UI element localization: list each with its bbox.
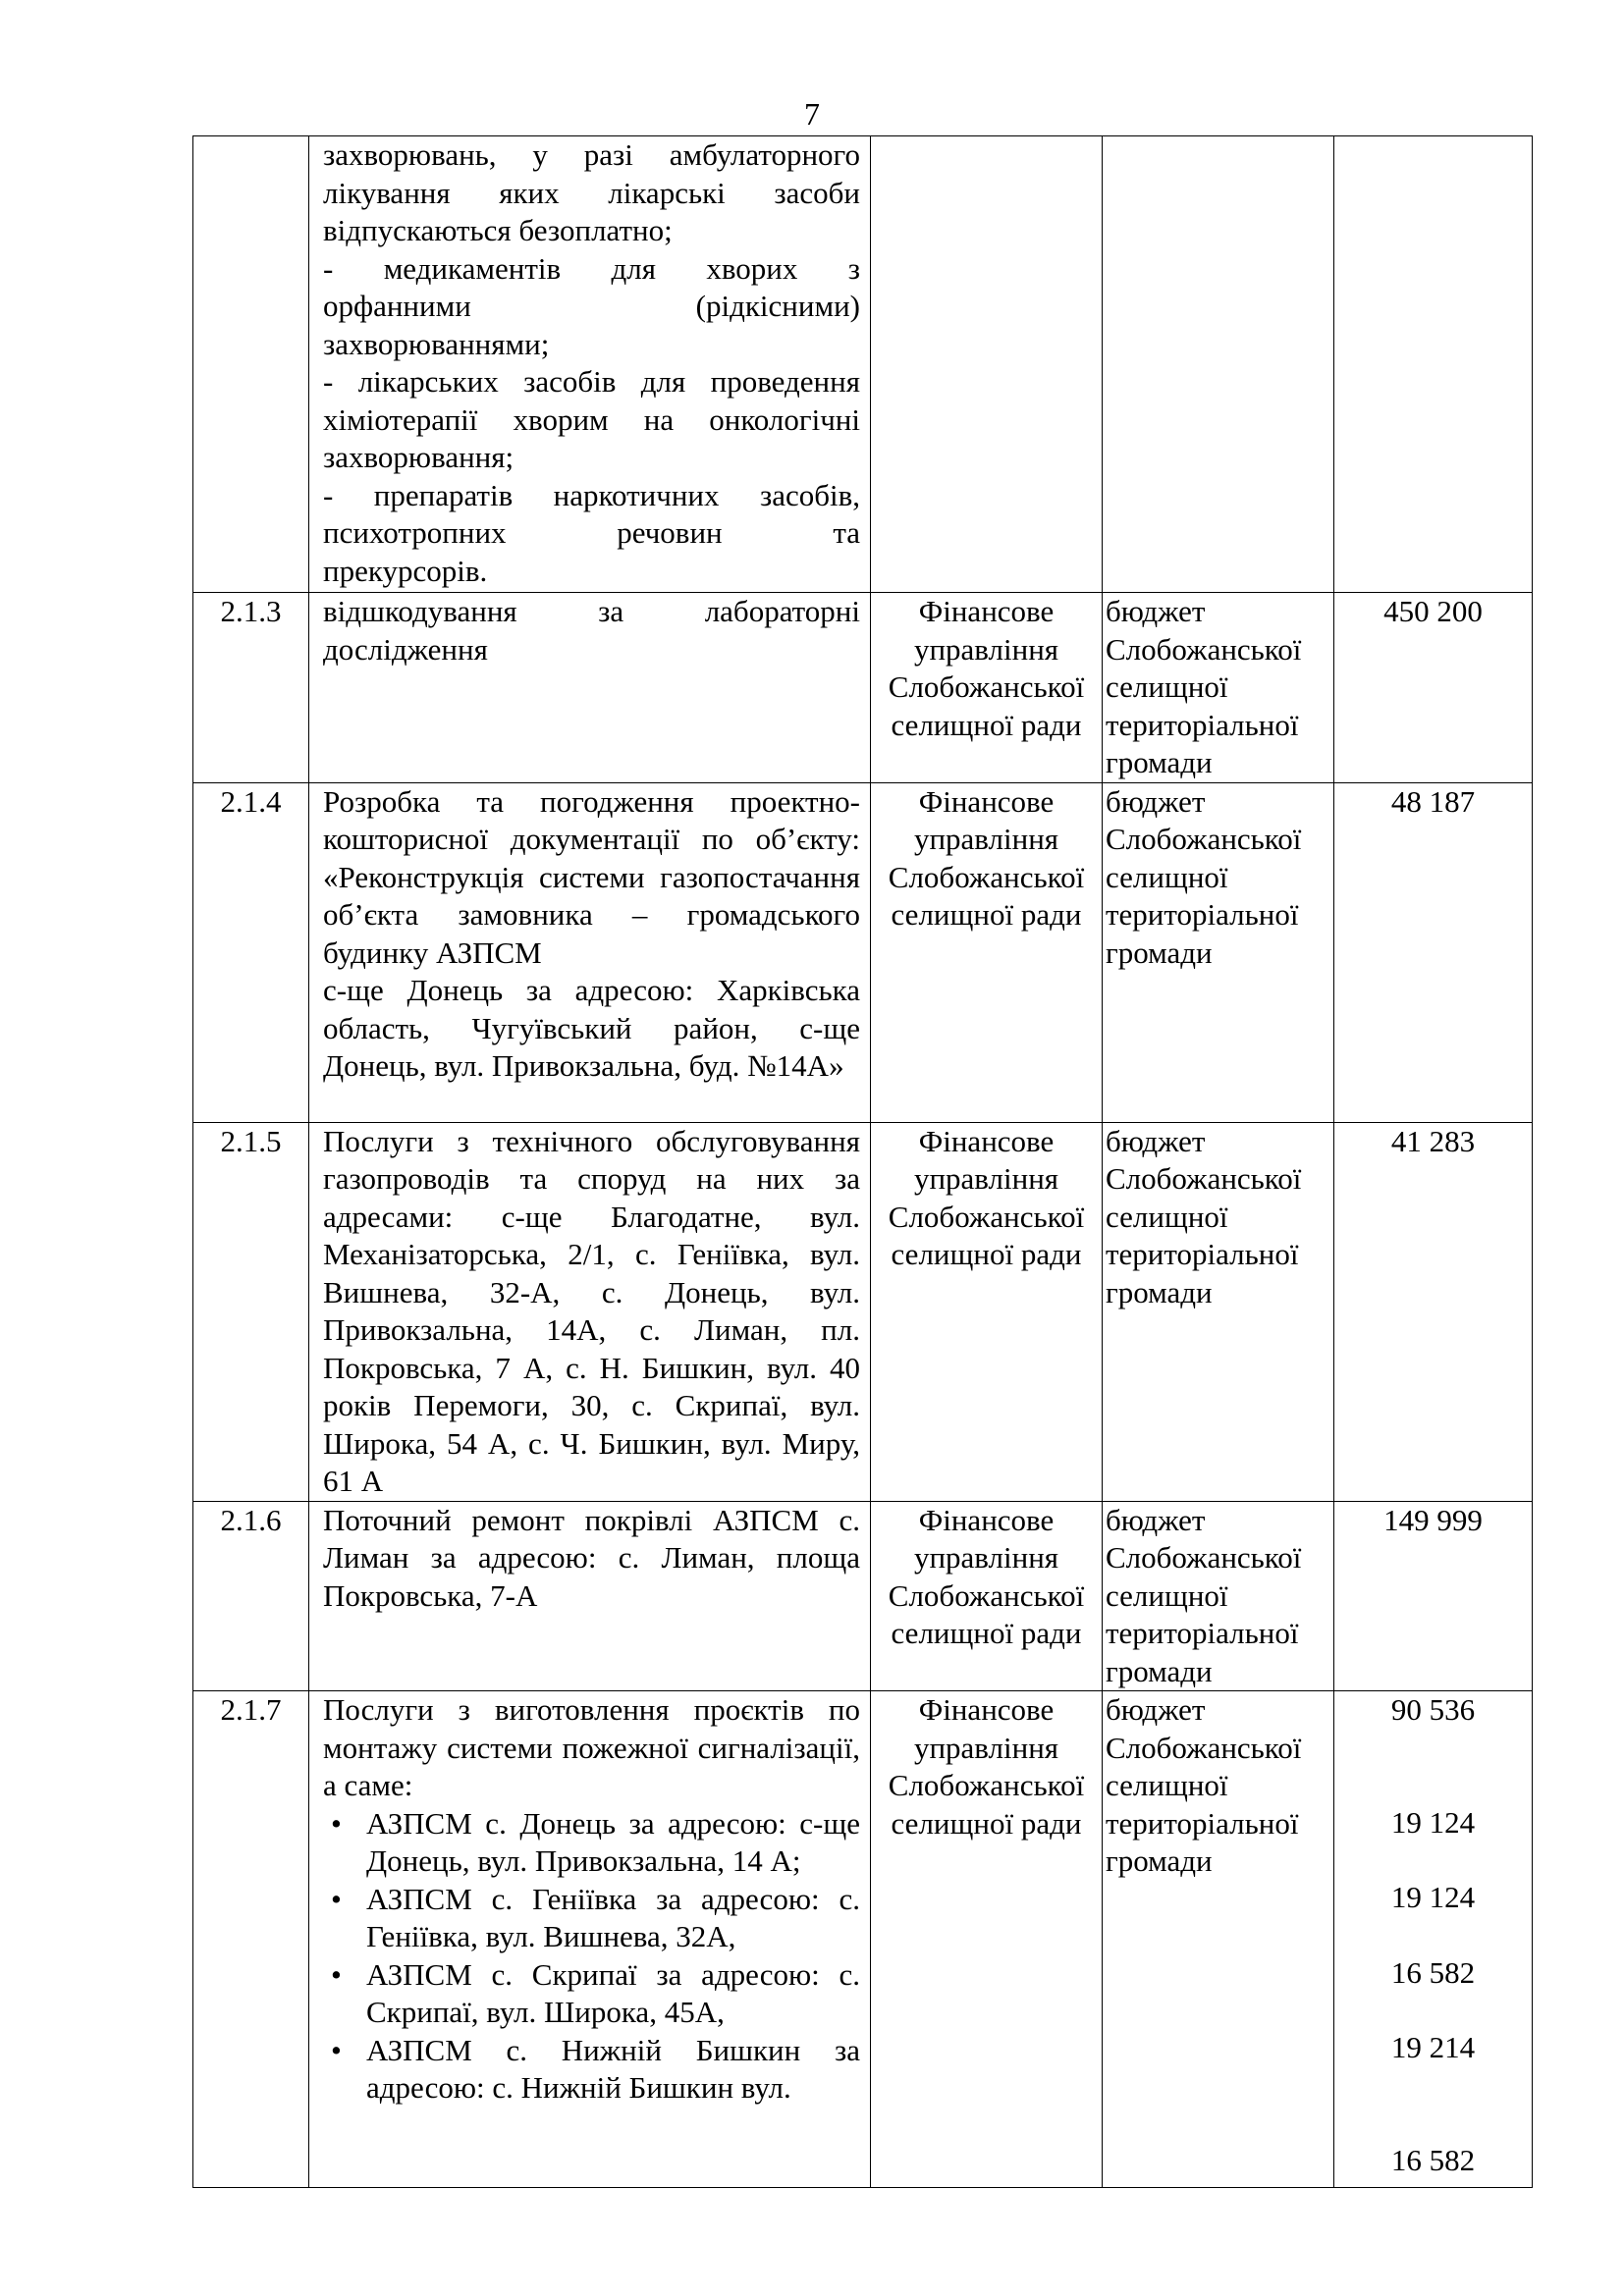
row-number-cell [193, 136, 309, 593]
funding-source [1103, 593, 1334, 783]
source-line: Слобожанської [1106, 1161, 1302, 1196]
source-line: селищної [1106, 1577, 1228, 1613]
source-line: територіальної [1106, 707, 1299, 742]
measures-table [192, 135, 1533, 2188]
source-line: селищної [1106, 1768, 1228, 1802]
funding-source [1103, 1691, 1334, 2188]
source-line: громади [1106, 1274, 1213, 1309]
text-line: захворюваннями; [323, 326, 550, 361]
sub-amount: 19 124 [1390, 1880, 1476, 1914]
sub-amount: 19 124 [1390, 1804, 1476, 1840]
responsible-line: Фінансове [918, 1692, 1055, 1727]
text-line: орфанними (рідкісними) [323, 289, 860, 323]
source-line: Слобожанської [1106, 1730, 1302, 1765]
source-line: громади [1106, 1843, 1213, 1878]
amount: 149 999 [1334, 1501, 1533, 1691]
table-row [193, 1501, 1533, 1691]
sub-amount: 16 582 [1390, 2142, 1476, 2177]
responsible-line: Слобожанської [888, 669, 1085, 704]
list-item [331, 1956, 860, 2032]
list-item-text: АЗПСМ с. Геніївка за адресою: с. Геніївка, вул. Вишнева, 32А, [366, 1881, 860, 1953]
responsible-line: управління [913, 1540, 1059, 1575]
responsible-line: Фінансове [918, 1123, 1055, 1158]
row-number: 2.1.5 [193, 1122, 309, 1501]
responsible-executor [871, 1691, 1103, 2188]
responsible-line: Слобожанської [888, 1768, 1085, 1802]
source-line: громади [1106, 934, 1213, 970]
list-item-text: АЗПСМ с. Донець за адресою: с-ще Донець, вул. Привокзальна, 14 А; [366, 1805, 860, 1878]
responsible-line: управління [913, 1730, 1059, 1765]
sub-amount: 19 214 [1390, 2030, 1476, 2064]
bullet-icon: • [331, 1881, 342, 1916]
measure-description [309, 1501, 871, 1691]
source-line: громади [1106, 1653, 1213, 1688]
row-number: 2.1.6 [193, 1501, 309, 1691]
responsible-line: селищної ради [891, 897, 1082, 932]
list-item [331, 1805, 860, 1881]
responsible-line: селищної ради [891, 707, 1082, 742]
bullet-icon: • [331, 1956, 342, 1992]
amount-column [1334, 1691, 1533, 2188]
source-line: Слобожанської [1106, 631, 1302, 667]
amount: 48 187 [1334, 782, 1533, 1122]
amount: 450 200 [1334, 593, 1533, 783]
source-line: бюджет [1106, 1123, 1206, 1158]
measure-description [309, 136, 871, 593]
text-line: захворювання; [323, 440, 514, 474]
responsible-line: Фінансове [918, 594, 1055, 628]
responsible-executor [871, 1501, 1103, 1691]
funding-source-cell [1103, 136, 1334, 593]
responsible-line: селищної ради [891, 1805, 1082, 1841]
row-number: 2.1.3 [193, 593, 309, 783]
sub-amount: 16 582 [1390, 1954, 1476, 1990]
text-line: лікування яких лікарські засоби [323, 175, 860, 210]
funding-source [1103, 1501, 1334, 1691]
bullet-icon: • [331, 1805, 342, 1841]
text-line: - препаратів наркотичних засобів, [323, 477, 860, 512]
text-line: прекурсорів. [323, 553, 488, 588]
responsible-executor [871, 593, 1103, 783]
responsible-line: Фінансове [918, 783, 1055, 819]
text-line: - лікарських засобів для проведення [323, 364, 860, 399]
source-line: громади [1106, 745, 1213, 779]
amount-cell [1334, 136, 1533, 593]
text-line: хіміотерапії хворим на онкологічні [323, 401, 860, 437]
source-line: Слобожанської [1106, 822, 1302, 856]
responsible-line: управління [913, 822, 1059, 856]
list-item-text: АЗПСМ с. Скрипаї за адресою: с. Скрипаї, вул. Широка, 45А, [366, 1956, 860, 2029]
description-text: с-ще Донець за адресою: Харківська область, Чугуївський район, с-ще Донець, вул. Привокзальна, буд. №14А» [323, 973, 860, 1083]
page-number: 7 [804, 96, 820, 132]
source-line: бюджет [1106, 783, 1206, 819]
table-row [193, 593, 1533, 783]
measure-description [309, 1122, 871, 1501]
source-line: територіальної [1106, 1237, 1299, 1271]
description-text: Послуги з технічного обслуговування газопроводів та споруд на них за адресами: с-ще Благодатне, вул. Механізаторська, 2/1, с. Геніївка, вул. Вишнева, 32-А, с. Донець, вул. Привокзальна, 14А, с. Лиман, пл. Покровська, 7 А, с. Н. Бишкин, вул. 40 років Перемоги, 30, с. Скрипаї, вул. Широка, 54 А, с. Ч. Бишкин, вул. Миру, 61 А [323, 1123, 860, 1498]
table-row [193, 1691, 1533, 2188]
source-line: бюджет [1106, 1692, 1206, 1727]
responsible-executor [871, 1122, 1103, 1501]
responsible-line: управління [913, 1161, 1059, 1196]
responsible-executor [871, 782, 1103, 1122]
responsible-line: Слобожанської [888, 1577, 1085, 1613]
source-line: селищної [1106, 859, 1228, 894]
responsible-line: Слобожанської [888, 1199, 1085, 1234]
list-item [331, 1881, 860, 1956]
description-text: відшкодування за лабораторні дослідження [323, 594, 860, 667]
responsible-cell [871, 136, 1103, 593]
description-text: Поточний ремонт покрівлі АЗПСМ с. Лиман за адресою: с. Лиман, площа Покровська, 7-А [323, 1502, 860, 1613]
measure-description [309, 1691, 871, 2188]
address-list [323, 1805, 860, 2108]
funding-source [1103, 782, 1334, 1122]
text-line: відпускаються безоплатно; [323, 213, 673, 247]
source-line: бюджет [1106, 594, 1206, 628]
source-line: територіальної [1106, 897, 1299, 932]
row-number: 2.1.4 [193, 782, 309, 1122]
table-row [193, 782, 1533, 1122]
text-line: - медикаментів для хворих з [323, 250, 860, 286]
row-number: 2.1.7 [193, 1691, 309, 2188]
text-line: психотропних речовин та [323, 515, 860, 550]
source-line: селищної [1106, 669, 1228, 704]
measure-description [309, 593, 871, 783]
bullet-icon: • [331, 2032, 342, 2067]
amount: 41 283 [1334, 1122, 1533, 1501]
responsible-line: Слобожанської [888, 859, 1085, 894]
source-line: Слобожанської [1106, 1540, 1302, 1575]
source-line: територіальної [1106, 1616, 1299, 1650]
list-item [331, 2032, 860, 2108]
description-text: Розробка та погодження проектно-кошторисної документації по об’єкту: «Реконструкція системи газопостачання об’єкта замовника – громадського будинку АЗПСМ [323, 783, 860, 970]
responsible-line: управління [913, 631, 1059, 667]
responsible-line: селищної ради [891, 1616, 1082, 1650]
table-row-continuation [193, 136, 1533, 593]
text-line: захворювань, у разі амбулаторного [323, 137, 860, 172]
funding-source [1103, 1122, 1334, 1501]
amount: 90 536 [1390, 1692, 1476, 1727]
source-line: територіальної [1106, 1805, 1299, 1841]
list-item-text: АЗПСМ с. Нижній Бишкин за адресою: с. Нижній Бишкин вул. [366, 2032, 860, 2105]
source-line: бюджет [1106, 1502, 1206, 1537]
table-row [193, 1122, 1533, 1501]
description-text: Послуги з виготовлення проєктів по монтажу системи пожежної сигналізації, а саме: [323, 1692, 860, 1802]
responsible-line: селищної ради [891, 1237, 1082, 1271]
measure-description [309, 782, 871, 1122]
responsible-line: Фінансове [918, 1502, 1055, 1537]
source-line: селищної [1106, 1199, 1228, 1234]
